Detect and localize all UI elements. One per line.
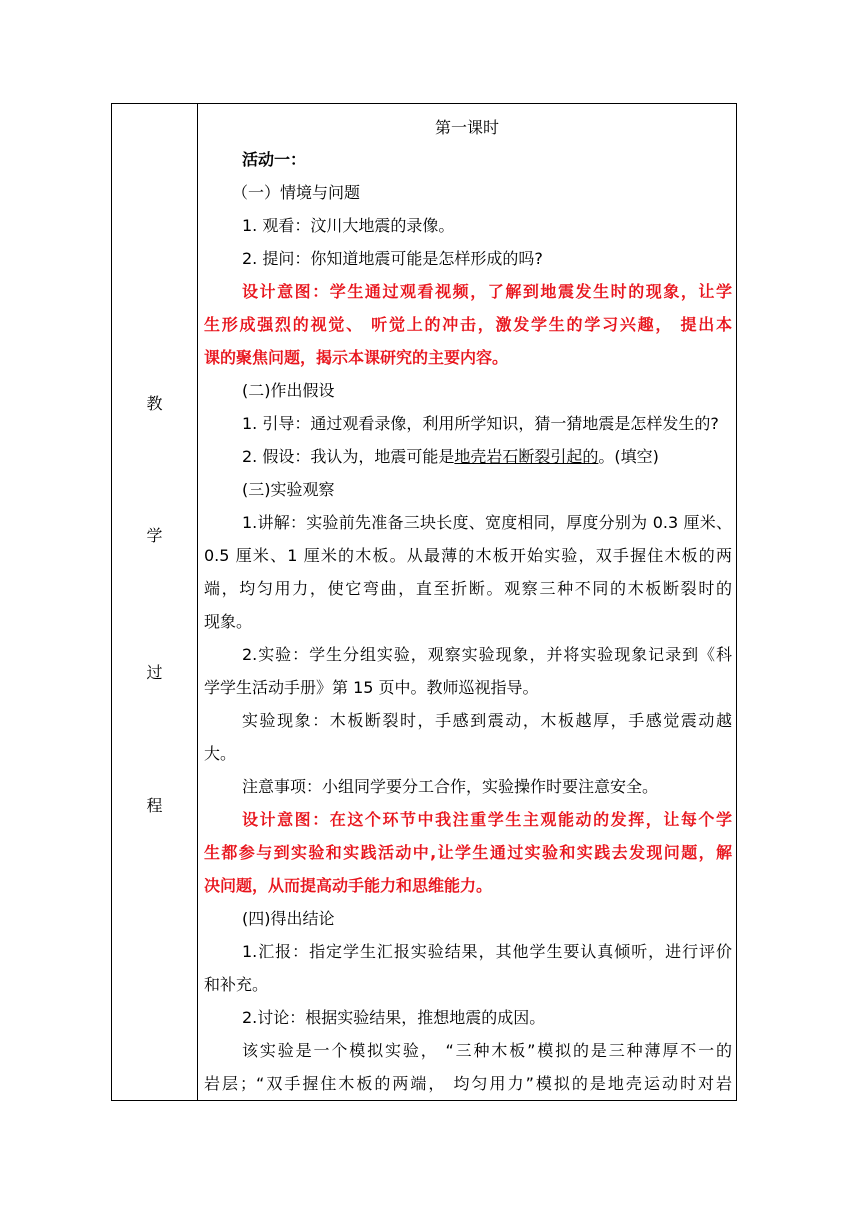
design-intent-line: 设计意图：学生通过观看视频，了解到地震发生时的现象，让学: [242, 282, 732, 301]
design-intent-line: 设计意图：在这个环节中我注重学生主观能动的发挥，让每个学: [242, 810, 732, 829]
side-label-char: 教: [146, 394, 163, 413]
paragraph-line: 端，均匀用力，使它弯曲，直至折断。观察三种不同的木板断裂时的: [204, 579, 732, 598]
section-title: (四)得出结论: [242, 909, 335, 928]
paragraph-line: 2. 提问：你知道地震可能是怎样形成的吗?: [242, 249, 543, 268]
paragraph-line: 注意事项：小组同学要分工合作，实验操作时要注意安全。: [242, 777, 659, 796]
side-label-char: 程: [146, 796, 163, 815]
paragraph-line: 现象。: [204, 612, 253, 631]
paragraph-line: [198, 447, 736, 467]
paragraph-line: 0.5 厘米、1 厘米的木板。从最薄的木板开始实验，双手握住木板的两: [204, 546, 732, 565]
paragraph-line: 2.讨论：根据实验结果，推想地震的成因。: [242, 1008, 546, 1027]
hypothesis-prefix: 2. 假设：我认为，地震可能是: [242, 447, 455, 466]
paragraph-line: 1.汇报：指定学生汇报实验结果，其他学生要认真倾听，进行评价: [242, 942, 732, 961]
hypothesis-suffix: 。(填空): [598, 447, 659, 466]
paragraph-line: 2.实验：学生分组实验，观察实验现象，并将实验现象记录到《科: [242, 645, 732, 664]
section-title: （一）情境与问题: [232, 183, 361, 202]
activity-title: 活动一：: [242, 150, 307, 169]
content-cell: [198, 104, 737, 1101]
design-intent-line: 生都参与到实验和实践活动中,让学生通过实验和实践去发现问题，解: [204, 843, 732, 862]
paragraph-line: 实验现象：木板断裂时，手感到震动，木板越厚，手感觉震动越: [242, 711, 732, 730]
side-label-cell: [112, 104, 198, 1101]
side-label-char: 学: [146, 526, 163, 545]
paragraph-line: 1. 观看：汶川大地震的录像。: [242, 216, 455, 235]
lesson-table: [111, 103, 737, 1101]
paragraph-line: 学学生活动手册》第 15 页中。教师巡视指导。: [204, 678, 539, 697]
paragraph-line: 1. 引导：通过观看录像，利用所学知识，猜一猜地震是怎样发生的?: [242, 414, 719, 433]
design-intent-line: 决问题，从而提高动手能力和思维能力。: [204, 876, 493, 895]
design-intent-line: 生形成强烈的视觉、 听觉上的冲击，激发学生的学习兴趣， 提出本: [204, 315, 732, 334]
hypothesis-answer: 地壳岩石断裂引起的: [454, 447, 599, 466]
paragraph-line: 岩层；“双手握住木板的两端， 均匀用力”模拟的是地壳运动时对岩: [204, 1074, 732, 1093]
paragraph-line: 该实验是一个模拟实验， “三种木板”模拟的是三种薄厚不一的: [242, 1041, 732, 1060]
side-label-char: 过: [146, 663, 163, 682]
paragraph-line: 1.讲解：实验前先准备三块长度、宽度相同，厚度分别为 0.3 厘米、: [242, 513, 732, 532]
design-intent-line: 课的聚焦问题，揭示本课研究的主要内容。: [204, 348, 509, 367]
lesson-heading: 第一课时: [434, 118, 499, 137]
section-title: (二)作出假设: [242, 381, 335, 400]
section-title: (三)实验观察: [242, 480, 335, 499]
paragraph-line: 大。: [204, 744, 237, 763]
paragraph-line: 和补充。: [204, 975, 269, 994]
